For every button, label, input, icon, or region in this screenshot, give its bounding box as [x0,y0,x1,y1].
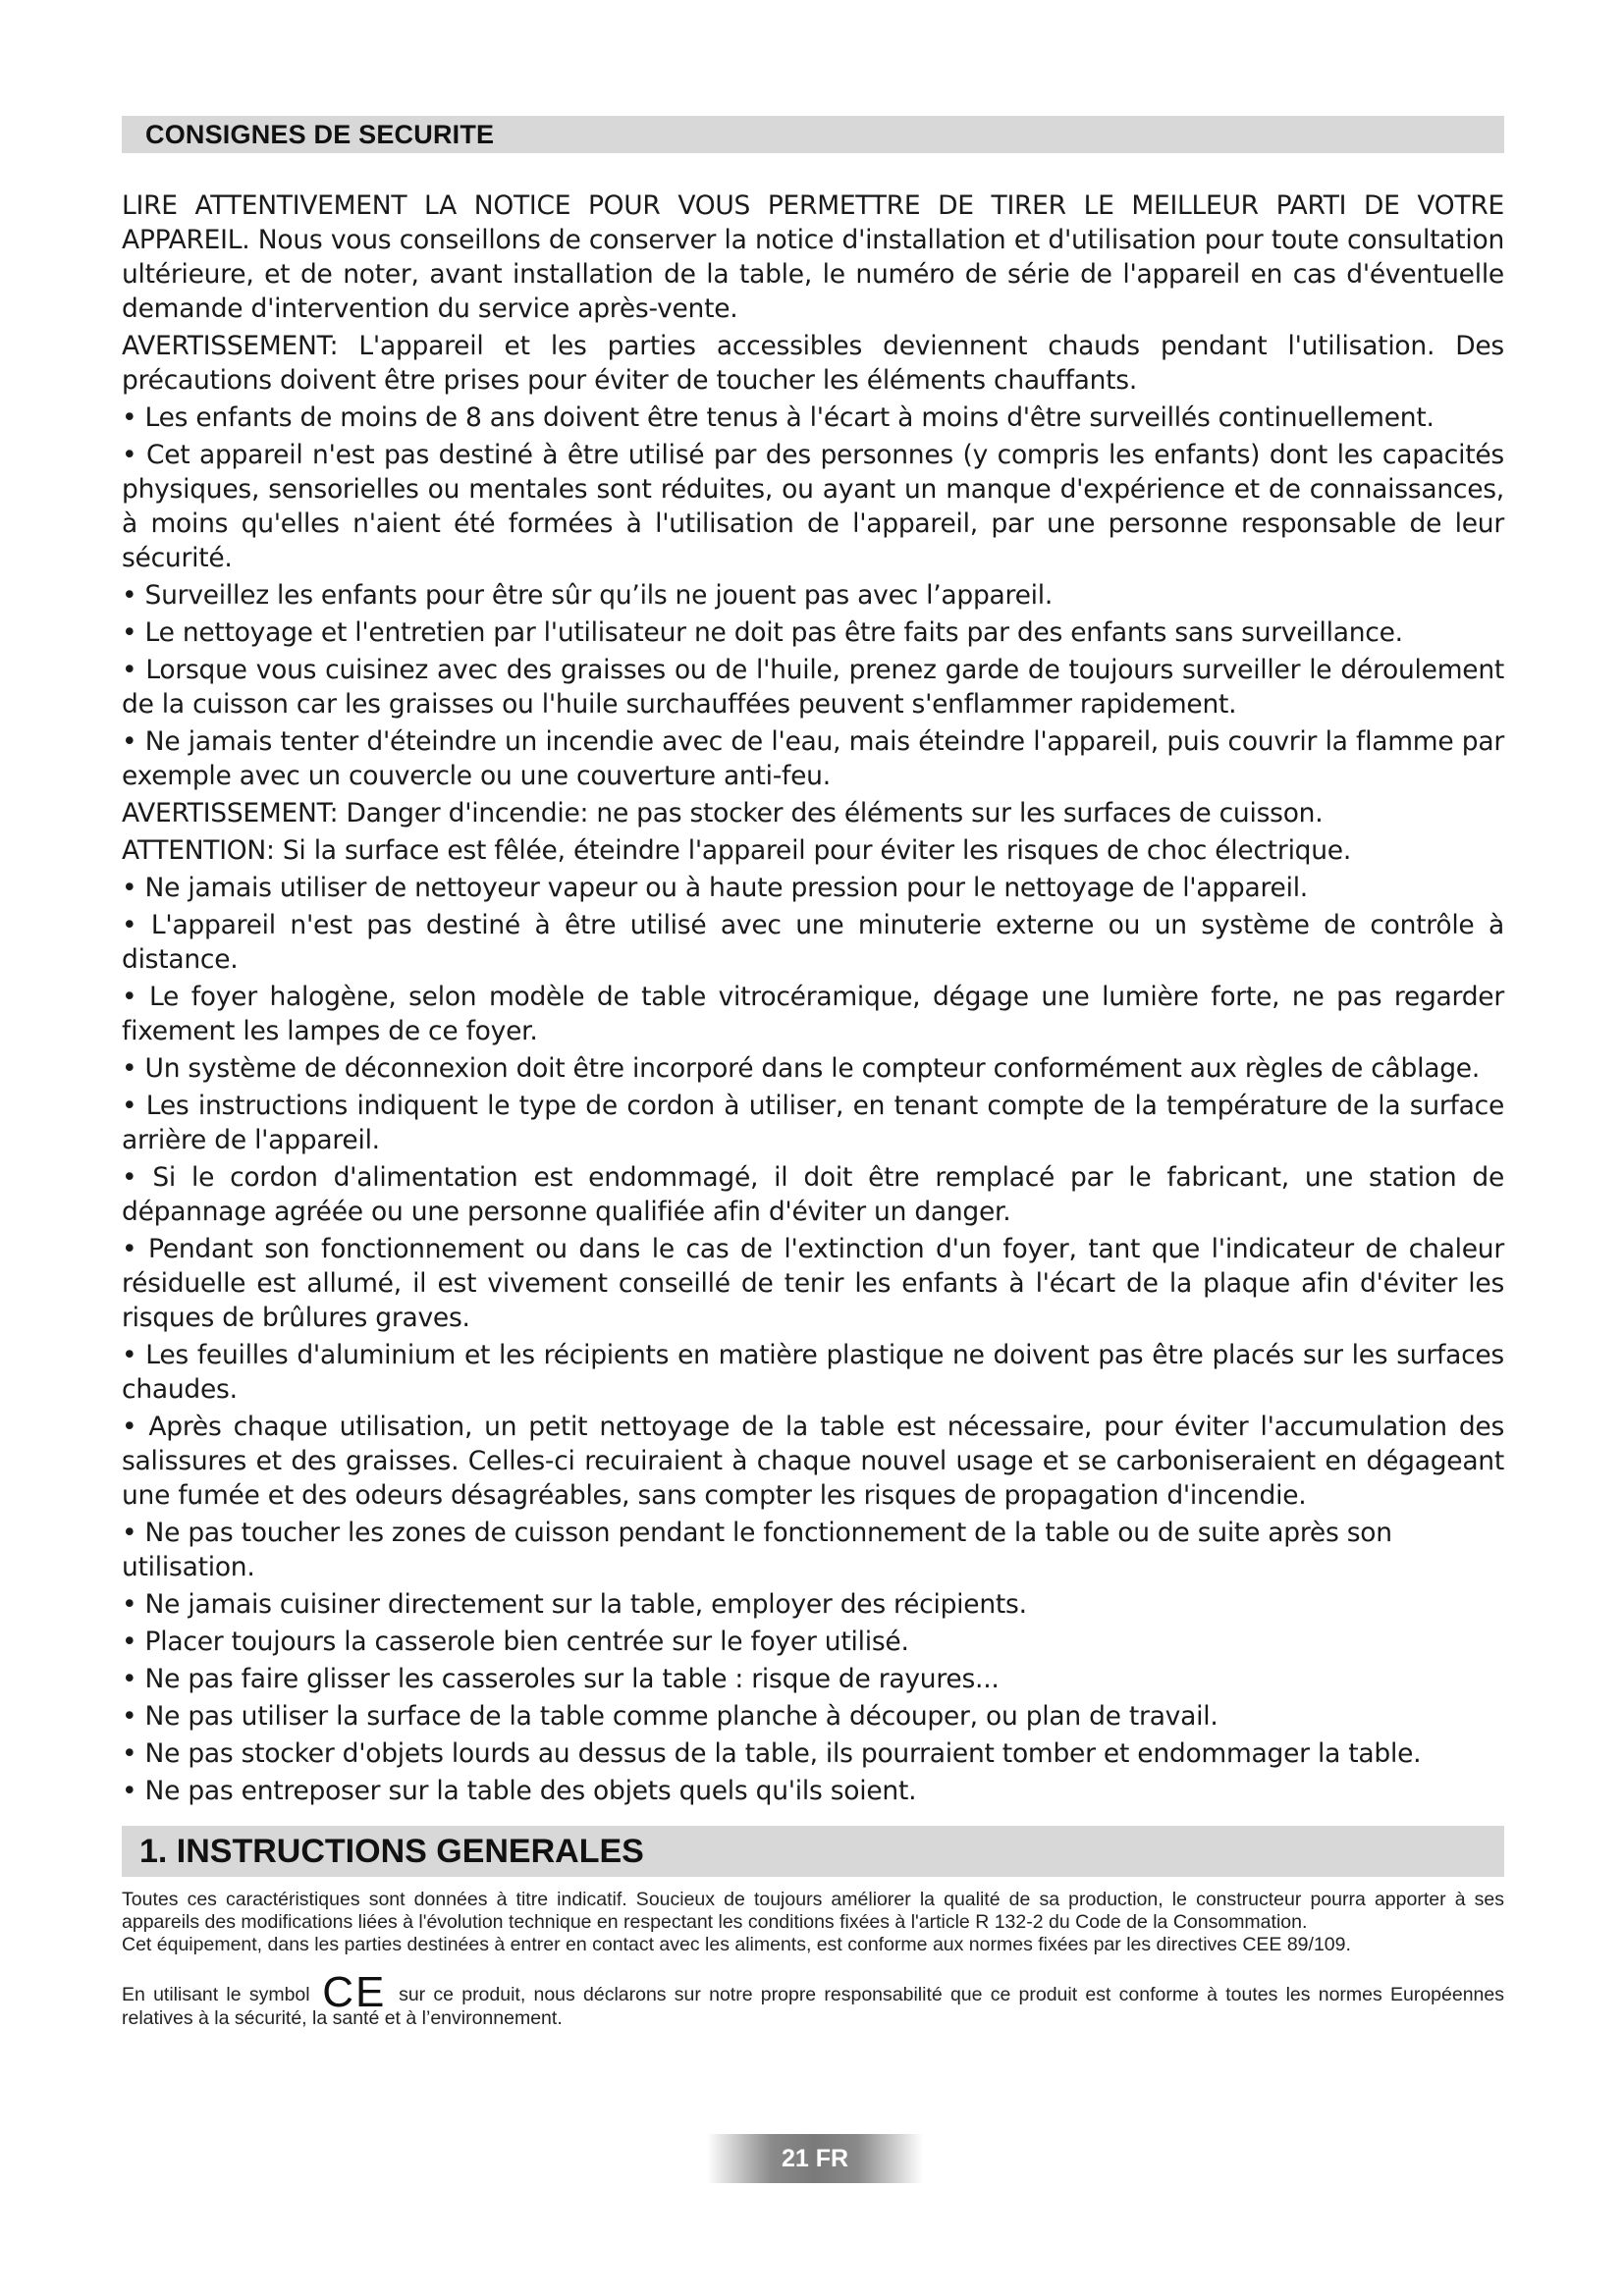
safety-paragraph: • Surveillez les enfants pour être sûr qu’ils ne jouent pas avec l’appareil. [122,580,1054,611]
safety-paragraph: • Les feuilles d'aluminium et les récipients en matière plastique ne doivent pas être placés sur les surfaces chaudes. [122,1340,1504,1405]
safety-paragraph: LIRE ATTENTIVEMENT LA NOTICE POUR VOUS PERMETTRE DE TIRER LE MEILLEUR PARTI DE VOTRE APPAREIL. Nous vous conseillons de conserver la notice d'installation et d'utilisation pour toute consultation ultérieure, et de noter, avant installation de la table, le numéro de série de l'appareil en cas d'éventuelle demande d'intervention du service après-vente. [122,190,1504,324]
general-paragraph: Toutes ces caractéristiques sont données à titre indicatif. Soucieux de toujours améliorer la qualité de sa production, le constructeur pourra apporter à ses appareils des modifications liées à l'évolution technique en respectant les conditions fixées à l'article R 132-2 du Code de la Consommation. [122,1889,1504,1933]
safety-paragraph: • Ne pas faire glisser les casseroles sur la table : risque de rayures... [122,1664,1000,1694]
safety-paragraph: • Lorsque vous cuisinez avec des graisses ou de l'huile, prenez garde de toujours surveiller le déroulement de la cuisson car les graisses ou l'huile surchauffées peuvent s'enflammer rapidement. [122,655,1504,720]
safety-paragraph: • L'appareil n'est pas destiné à être utilisé avec une minuterie externe ou un système de contrôle à distance. [122,910,1504,975]
page [122,116,1504,2030]
ce-text-after: sur ce produit, nous déclarons sur notre propre responsabilité que ce produit est conforme à toutes les normes Européennes relatives à la sécurité, la santé et à l’environnement. [122,1984,1504,2029]
ce-text-before: En utilisant le symbol [122,1984,310,2005]
safety-paragraph: • Un système de déconnexion doit être incorporé dans le compteur conformément aux règles de câblage. [122,1053,1481,1084]
safety-paragraph: • Les instructions indiquent le type de cordon à utiliser, en tenant compte de la température de la surface arrière de l'appareil. [122,1091,1504,1155]
ce-declaration [122,1968,1504,2030]
safety-paragraph: • Ne pas entreposer sur la table des objets quels qu'ils soient. [122,1776,917,1806]
safety-paragraph: • Ne pas stocker d'objets lourds au dessus de la table, ils pourraient tomber et endommager la table. [122,1738,1422,1769]
safety-section-title: CONSIGNES DE SECURITE [122,116,1504,153]
safety-paragraph: • Le nettoyage et l'entretien par l'utilisateur ne doit pas être faits par des enfants sans surveillance. [122,617,1403,648]
safety-body [122,188,1504,1808]
safety-paragraph: • Le foyer halogène, selon modèle de table vitrocéramique, dégage une lumière forte, ne pas regarder fixement les lampes de ce foyer. [122,982,1504,1046]
safety-paragraph: • Ne pas toucher les zones de cuisson pendant le fonctionnement de la table ou de suite après son utilisation. [122,1518,1392,1582]
safety-paragraph: AVERTISSEMENT: Danger d'incendie: ne pas stocker des éléments sur les surfaces de cuisson. [122,798,1324,828]
general-section-title: 1. INSTRUCTIONS GENERALES [122,1826,1504,1877]
safety-paragraph: • Les enfants de moins de 8 ans doivent être tenus à l'écart à moins d'être surveillés continuellement. [122,402,1435,433]
general-paragraph: Cet équipement, dans les parties destinées à entrer en contact avec les aliments, est conforme aux normes fixées par les directives CEE 89/109. [122,1934,1351,1955]
ce-mark-icon: CE [322,1968,387,2016]
safety-paragraph: • Ne jamais cuisiner directement sur la table, employer des récipients. [122,1589,1027,1620]
safety-paragraph: • Si le cordon d'alimentation est endommagé, il doit être remplacé par le fabricant, une station de dépannage agréée ou une personne qualifiée afin d'éviter un danger. [122,1162,1504,1227]
safety-paragraph: • Placer toujours la casserole bien centrée sur le foyer utilisé. [122,1627,909,1657]
safety-paragraph: • Cet appareil n'est pas destiné à être utilisé par des personnes (y compris les enfants) dont les capacités physiques, sensorielles ou mentales sont réduites, ou ayant un manque d'expérience et de connaissances, à moins qu'elles n'aient été formées à l'utilisation de l'appareil, par une personne responsable de leur sécurité. [122,440,1504,573]
general-body [122,1889,1504,2030]
safety-paragraph: AVERTISSEMENT: L'appareil et les parties accessibles deviennent chauds pendant l'utilisation. Des précautions doivent être prises pour éviter de toucher les éléments chauffants. [122,331,1504,396]
safety-paragraph: • Ne jamais utiliser de nettoyeur vapeur ou à haute pression pour le nettoyage de l'appareil. [122,873,1308,903]
safety-paragraph: • Ne jamais tenter d'éteindre un incendie avec de l'eau, mais éteindre l'appareil, puis couvrir la flamme par exemple avec un couvercle ou une couverture anti-feu. [122,726,1504,791]
safety-paragraph: ATTENTION: Si la surface est fêlée, éteindre l'appareil pour éviter les risques de choc électrique. [122,835,1352,866]
safety-paragraph: • Après chaque utilisation, un petit nettoyage de la table est nécessaire, pour éviter l'accumulation des salissures et des graisses. Celles-ci recuiraient à chaque nouvel usage et se carboniseraient en dégageant une fumée et des odeurs désagréables, sans compter les risques de propagation d'incendie. [122,1412,1504,1511]
safety-paragraph: • Ne pas utiliser la surface de la table comme planche à découper, ou plan de travail. [122,1701,1218,1732]
page-number: 21 FR [707,2134,923,2183]
safety-paragraph: • Pendant son fonctionnement ou dans le cas de l'extinction d'un foyer, tant que l'indicateur de chaleur résiduelle est allumé, il est vivement conseillé de tenir les enfants à l'écart de la plaque afin d'éviter les risques de brûlures graves. [122,1234,1504,1333]
